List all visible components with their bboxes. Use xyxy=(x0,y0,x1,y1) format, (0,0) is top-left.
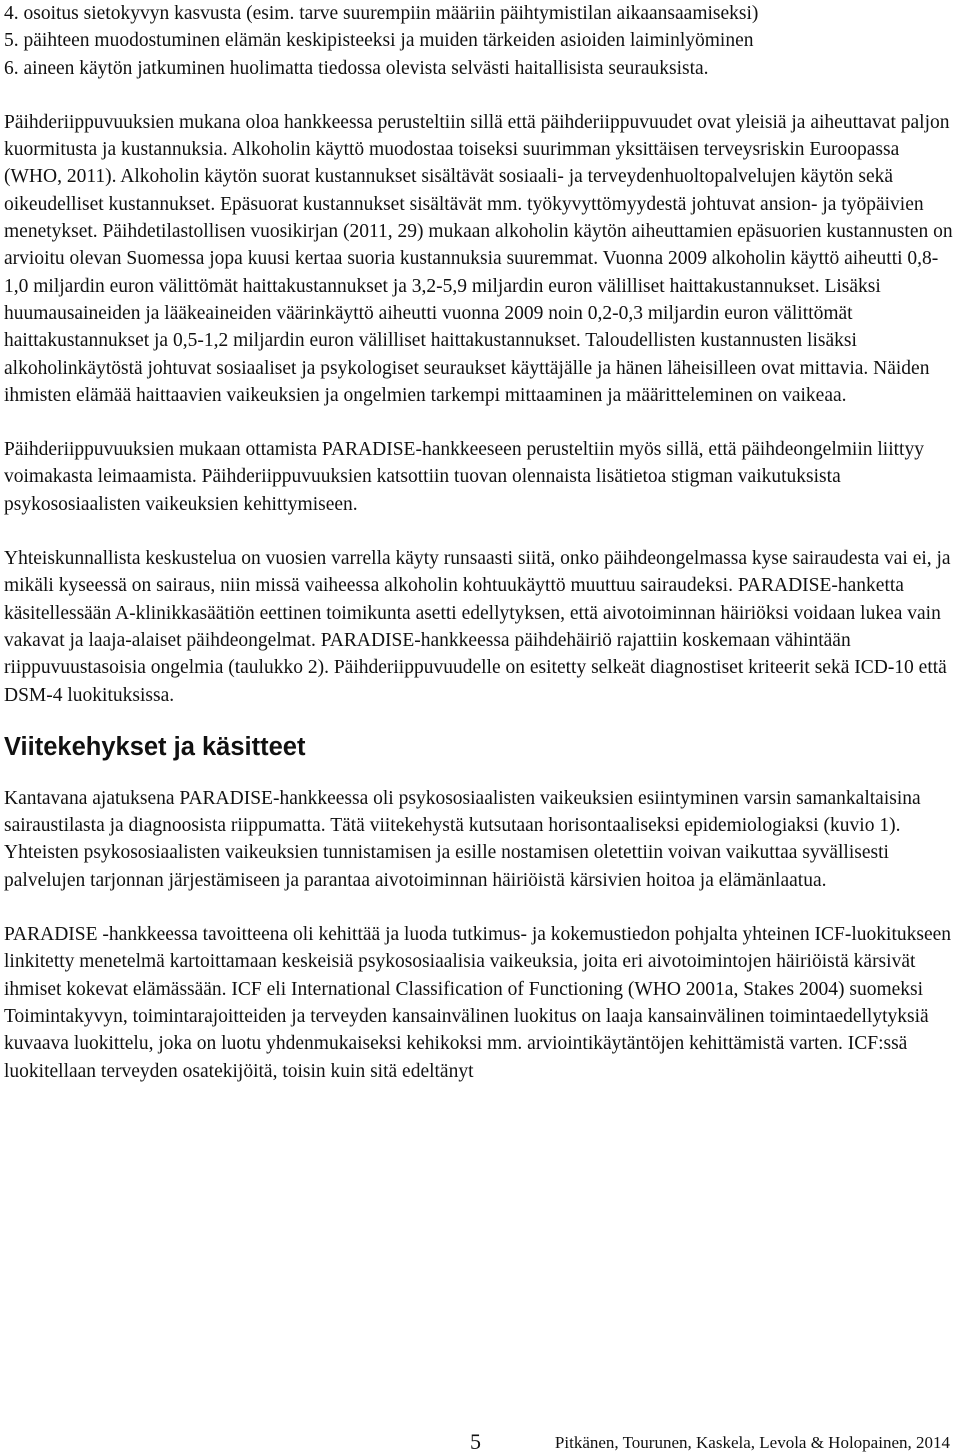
page-content xyxy=(4,0,956,1085)
page-footer xyxy=(0,1428,960,1455)
list-item: 6. aineen käytön jatkuminen huolimatta tiedossa olevista selvästi haitallisista seurauksista. xyxy=(4,57,709,79)
paragraph: Yhteiskunnallista keskustelua on vuosien varrella käyty runsaasti siitä, onko päihdeongelmassa kyse sairaudesta vai ei, ja mikäli kyseessä on sairaus, niin missä vaiheessa alkoholin kohtuukäyttö muuttuu sairaudeksi. PARADISE-hanketta käsitellessään A-klinikkasäätiön eettinen toimikunta asetti edellytyksen, että aivotoiminnan häiriöksi voidaan lukea vain vakavat ja laaja-alaiset päihdeongelmat. PARADISE-hankkeessa päihdehäiriö rajattiin koskemaan vähintään riippuvuustasoisia ongelmia (taulukko 2). Päihderiippuvuudelle on esitetty selkeät diagnostiset kriteerit sekä ICD-10 että DSM-4 luokituksissa. xyxy=(4,548,951,706)
paragraph: Päihderiippuvuuksien mukana oloa hankkeessa perusteltiin sillä että päihderiippuvuudet ovat yleisiä ja aiheuttavat paljon kuormitusta ja kustannuksia. Alkoholin käyttö muodostaa toiseksi suurimman yksittäisen terveysriskin Euroopassa (WHO, 2011). Alkoholin käytön suorat kustannukset sisältävät sosiaali- ja terveydenhuoltopalvelujen käytön sekä oikeudelliset kustannukset. Epäsuorat kustannukset sisältävät mm. työkyvyttömyydestä johtuvat ansion- ja työpäivien menetykset. Päihdetilastollisen vuosikirjan (2011, 29) mukaan alkoholin käytön aiheuttamien epäsuorien kustannusten on arvioitu olevan Suomessa jopa kuusi kertaa suoria kustannuksia suuremmat. Vuonna 2009 alkoholin käyttö aiheutti 0,8-1,0 miljardin euron välittömät haittakustannukset ja 3,2-5,9 miljardin euron välilliset haittakustannukset. Lisäksi huumausaineiden ja lääkeaineiden väärinkäyttö aiheutti vuonna 2009 noin 0,2-0,3 miljardin euron välittömät haittakustannukset ja 0,5-1,2 miljardin euron välilliset haittakustannukset. Taloudellisten kustannusten lisäksi alkoholinkäytöstä johtuvat sosiaaliset ja psykologiset seuraukset käyttäjälle ja hänen läheisilleen ovat mittavia. Näiden ihmisten elämää haittaavien vaikeuksien ja ongelmien tarkempi mittaaminen ja määritteleminen on vaikeaa. xyxy=(4,111,953,406)
paragraph: Päihderiippuvuuksien mukaan ottamista PARADISE-hankkeeseen perusteltiin myös sillä, että päihdeongelmiin liittyy voimakasta leimaamista. Päihderiippuvuuksien katsottiin tuovan olennaista lisätietoa stigman vaikutuksista psykososiaalisten vaikeuksien kehittymiseen. xyxy=(4,439,924,515)
list-item: 4. osoitus sietokyvyn kasvusta (esim. tarve suurempiin määriin päihtymistilan aikaansaamiseksi) xyxy=(4,3,759,24)
criteria-list xyxy=(4,0,956,82)
paragraph: PARADISE -hankkeessa tavoitteena oli kehittää ja luoda tutkimus- ja kokemustiedon pohjalta yhteinen ICF-luokitukseen linkitetty menetelmä kartoittamaan keskeisiä psykososiaalisia vaikeuksia, joita eri aivotoimintojen häiriöistä kärsivät ihmiset kokevat elämässään. ICF eli International Classification of Functioning (WHO 2001a, Stakes 2004) suomeksi Toimintakyvyn, toimintarajoitteiden ja terveyden kansainvälinen luokitus on laaja kansainvälinen toimintaedellytyksiä kuvaava luokittelu, joka on luotu yhdenmukaiseksi kehikoksi mm. arviointikäytäntöjen kehittämistä varten. ICF:ssä luokitellaan terveyden osatekijöitä, toisin kuin sitä edeltänyt xyxy=(4,924,952,1082)
paragraph: Kantavana ajatuksena PARADISE-hankkeessa oli psykososiaalisten vaikeuksien esiintyminen varsin samankaltaisina sairaustilasta ja diagnoosista riippumatta. Tätä viitekehystä kutsutaan horisontaaliseksi epidemiologiaksi (kuvio 1). Yhteisten psykososiaalisten vaikeuksien tunnistamisen ja esille nostamisen oletettiin voivan vaikuttaa syvällisesti palvelujen tarjonnan järjestämiseen ja parantaa aivotoiminnan häiriöistä kärsivien hoitoa ja elämänlaatua. xyxy=(4,787,921,891)
page-number: 5 xyxy=(470,1429,481,1454)
section-heading: Viitekehykset ja käsitteet xyxy=(4,732,306,761)
footer-authors: Pitkänen, Tourunen, Kaskela, Levola & Holopainen, 2014 xyxy=(554,1433,950,1452)
list-item: 5. päihteen muodostuminen elämän keskipisteeksi ja muiden tärkeiden asioiden laiminlyöminen xyxy=(4,30,754,52)
